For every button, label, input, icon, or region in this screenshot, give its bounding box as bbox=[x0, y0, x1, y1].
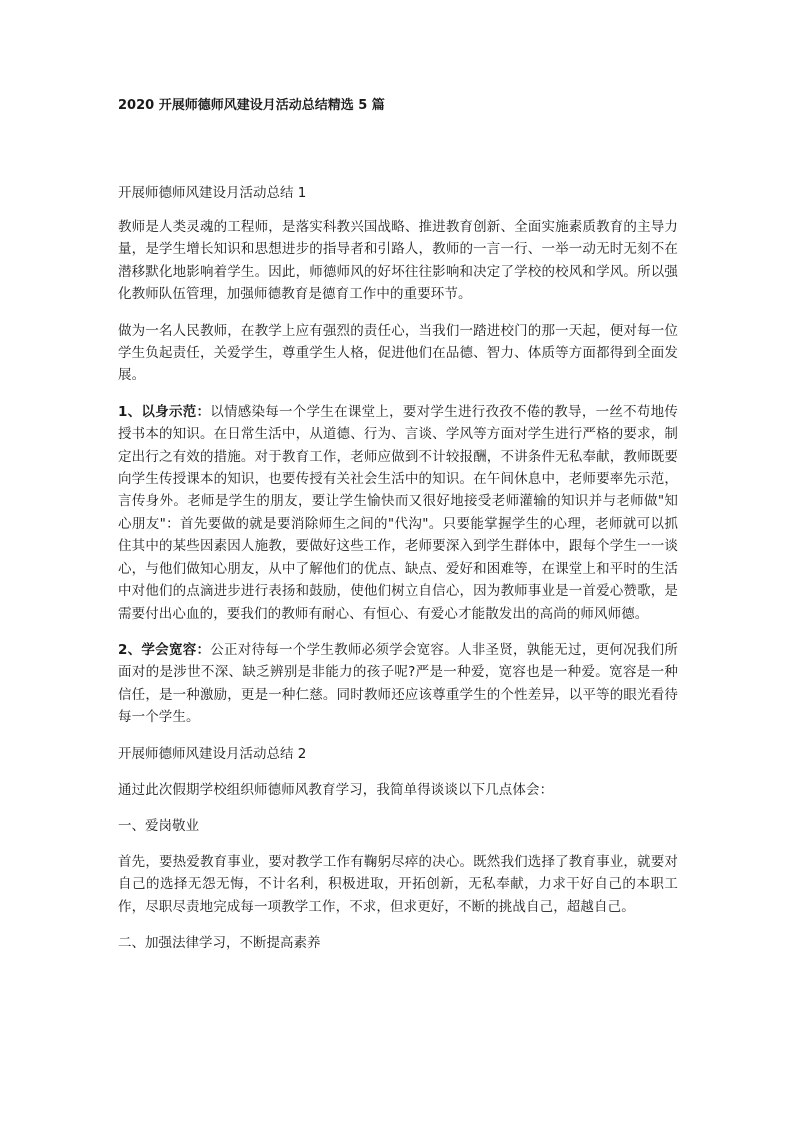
paragraph-body: 以情感染每一个学生在课堂上，要对学生进行孜孜不倦的教导，一丝不苟地传授书本的知识。在日常生活中，从道德、行为、言谈、学风等方面对学生进行严格的要求，制定出行之有效的措施。对于教育工作，老师应做到不计较报酬，不讲条件无私奉献，教师既要向学生传授课本的知识，也要传授有关社会生活中的知识。在午间休息中，老师要率先示范，言传身外。老师是学生的朋友，要让学生愉快而又很好地接受老师灌输的知识并与老师做"知心朋友"：首先要做的就是要消除师生之间的"代沟"。只要能掌握学生的心理，老师就可以抓住其中的某些因素因人施教，要做好这些工作，老师要深入到学生群体中，跟每个学生一一谈心，与他们做知心朋友，从中了解他们的优点、缺点、爱好和困难等，在课堂上和平时的生活中对他们的点滴进步进行表扬和鼓励，使他们树立自信心，因为教师事业是一首爱心赞歌，是需要付出心血的，要我们的教师有耐心、有恒心、有爱心才能散发出的高尚的师风师德。 bbox=[118, 403, 678, 622]
paragraph: 做为一名人民教师，在教学上应有强烈的责任心，当我们一踏进校门的那一天起，便对每一位学生负起责任，关爱学生，尊重学生人格，促进他们在品德、智力、体质等方面都得到全面发展。 bbox=[118, 322, 678, 384]
paragraph bbox=[118, 401, 678, 625]
subheading: 一、爱岗敬业 bbox=[118, 817, 199, 834]
paragraph bbox=[118, 639, 678, 729]
paragraph-lead: 2、学会宽容： bbox=[118, 641, 211, 658]
section-heading: 开展师德师风建设月活动总结 1 bbox=[118, 185, 307, 201]
paragraph: 通过此次假期学校组织师德师风教育学习，我简单得谈谈以下几点体会： bbox=[118, 781, 554, 798]
paragraph: 教师是人类灵魂的工程师，是落实科教兴国战略、推进教育创新、全面实施素质教育的主导力量，是学生增长知识和思想进步的指导者和引路人，教师的一言一行、一举一动无时无刻不在潜移默化地影响着学生。因此，师德师风的好坏往往影响和决定了学校的校风和学风。所以强化教师队伍管理，加强师德教育是德育工作中的重要环节。 bbox=[118, 219, 678, 303]
paragraph-lead: 1、以身示范： bbox=[118, 403, 211, 420]
section-heading: 开展师德师风建设月活动总结 2 bbox=[118, 745, 307, 762]
paragraph: 首先，要热爱教育事业，要对教学工作有鞠躬尽瘁的决心。既然我们选择了教育事业，就要对自己的选择无怨无悔，不计名利，积极进取，开拓创新，无私奉献，力求干好自己的本职工作，尽职尽责地完成每一项教学工作，不求，但求更好，不断的挑战自己，超越自己。 bbox=[118, 853, 678, 915]
document-page bbox=[118, 96, 678, 954]
paragraph-body: 公正对待每一个学生教师必须学会宽容。人非圣贤，孰能无过，更何况我们所面对的是涉世不深、缺乏辨别是非能力的孩子呢?严是一种爱，宽容也是一种爱。宽容是一种信任，是一种激励，更是一种仁慈。同时教师还应该尊重学生的个性差异，以平等的眼光看待每一个学生。 bbox=[118, 641, 678, 726]
subheading: 二、加强法律学习，不断提高素养 bbox=[118, 935, 321, 952]
document-title: 2020 开展师德师风建设月活动总结精选 5 篇 bbox=[118, 98, 385, 113]
